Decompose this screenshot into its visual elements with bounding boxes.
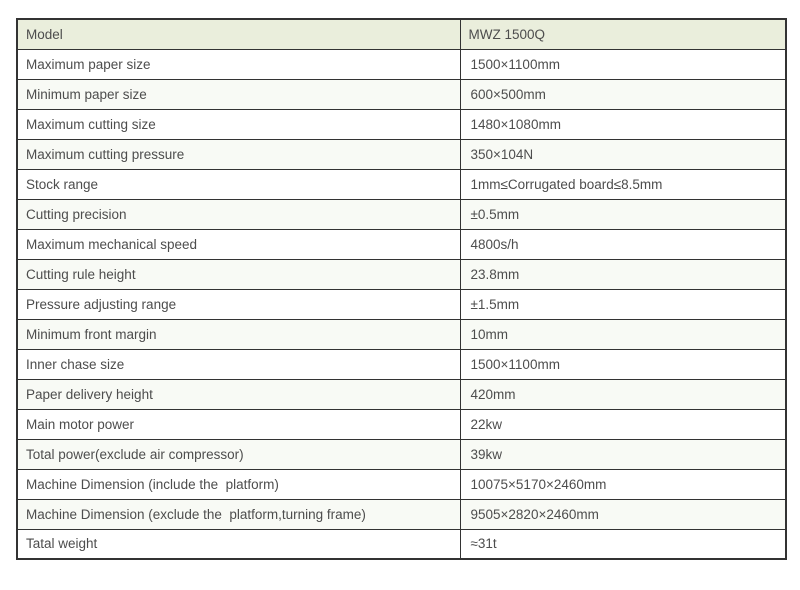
row-label-cell: Minimum front margin — [17, 319, 460, 349]
table-row — [17, 379, 786, 409]
table-row — [17, 529, 786, 559]
table-row — [17, 469, 786, 499]
row-label-cell: Minimum paper size — [17, 79, 460, 109]
row-value-cell: 1500×1100mm — [460, 49, 786, 79]
row-value-cell: 10mm — [460, 319, 786, 349]
table-row — [17, 259, 786, 289]
table-row — [17, 109, 786, 139]
table-row — [17, 499, 786, 529]
row-value-cell: 600×500mm — [460, 79, 786, 109]
spec-table-body — [17, 49, 786, 559]
table-row — [17, 199, 786, 229]
row-label-cell: Main motor power — [17, 409, 460, 439]
row-label-cell: Cutting rule height — [17, 259, 460, 289]
row-value-cell: 22kw — [460, 409, 786, 439]
header-model-cell: Model — [17, 19, 460, 49]
row-value-cell: 23.8mm — [460, 259, 786, 289]
row-label-cell: Inner chase size — [17, 349, 460, 379]
row-value-cell: ±1.5mm — [460, 289, 786, 319]
row-label-cell: Cutting precision — [17, 199, 460, 229]
spec-table — [16, 18, 787, 560]
table-row — [17, 79, 786, 109]
header-value-cell: MWZ 1500Q — [460, 19, 786, 49]
row-value-cell: 10075×5170×2460mm — [460, 469, 786, 499]
table-row — [17, 289, 786, 319]
row-label-cell: Pressure adjusting range — [17, 289, 460, 319]
table-row — [17, 169, 786, 199]
row-label-cell: Total power(exclude air compressor) — [17, 439, 460, 469]
row-label-cell: Maximum paper size — [17, 49, 460, 79]
row-value-cell: ≈31t — [460, 529, 786, 559]
row-value-cell: 39kw — [460, 439, 786, 469]
table-row — [17, 49, 786, 79]
row-value-cell: 1480×1080mm — [460, 109, 786, 139]
row-value-cell: 420mm — [460, 379, 786, 409]
header-row — [17, 19, 786, 49]
row-label-cell: Maximum cutting size — [17, 109, 460, 139]
table-row — [17, 229, 786, 259]
row-value-cell: 1500×1100mm — [460, 349, 786, 379]
row-label-cell: Maximum mechanical speed — [17, 229, 460, 259]
spec-table-header — [17, 19, 786, 49]
row-label-cell: Machine Dimension (exclude the platform,turning frame) — [17, 499, 460, 529]
row-value-cell: 1mm≤Corrugated board≤8.5mm — [460, 169, 786, 199]
row-value-cell: ±0.5mm — [460, 199, 786, 229]
table-row — [17, 319, 786, 349]
table-row — [17, 349, 786, 379]
table-row — [17, 409, 786, 439]
row-label-cell: Paper delivery height — [17, 379, 460, 409]
row-value-cell: 4800s/h — [460, 229, 786, 259]
row-value-cell: 9505×2820×2460mm — [460, 499, 786, 529]
row-label-cell: Machine Dimension (include the platform) — [17, 469, 460, 499]
table-row — [17, 439, 786, 469]
row-label-cell: Maximum cutting pressure — [17, 139, 460, 169]
row-value-cell: 350×104N — [460, 139, 786, 169]
row-label-cell: Tatal weight — [17, 529, 460, 559]
row-label-cell: Stock range — [17, 169, 460, 199]
table-row — [17, 139, 786, 169]
